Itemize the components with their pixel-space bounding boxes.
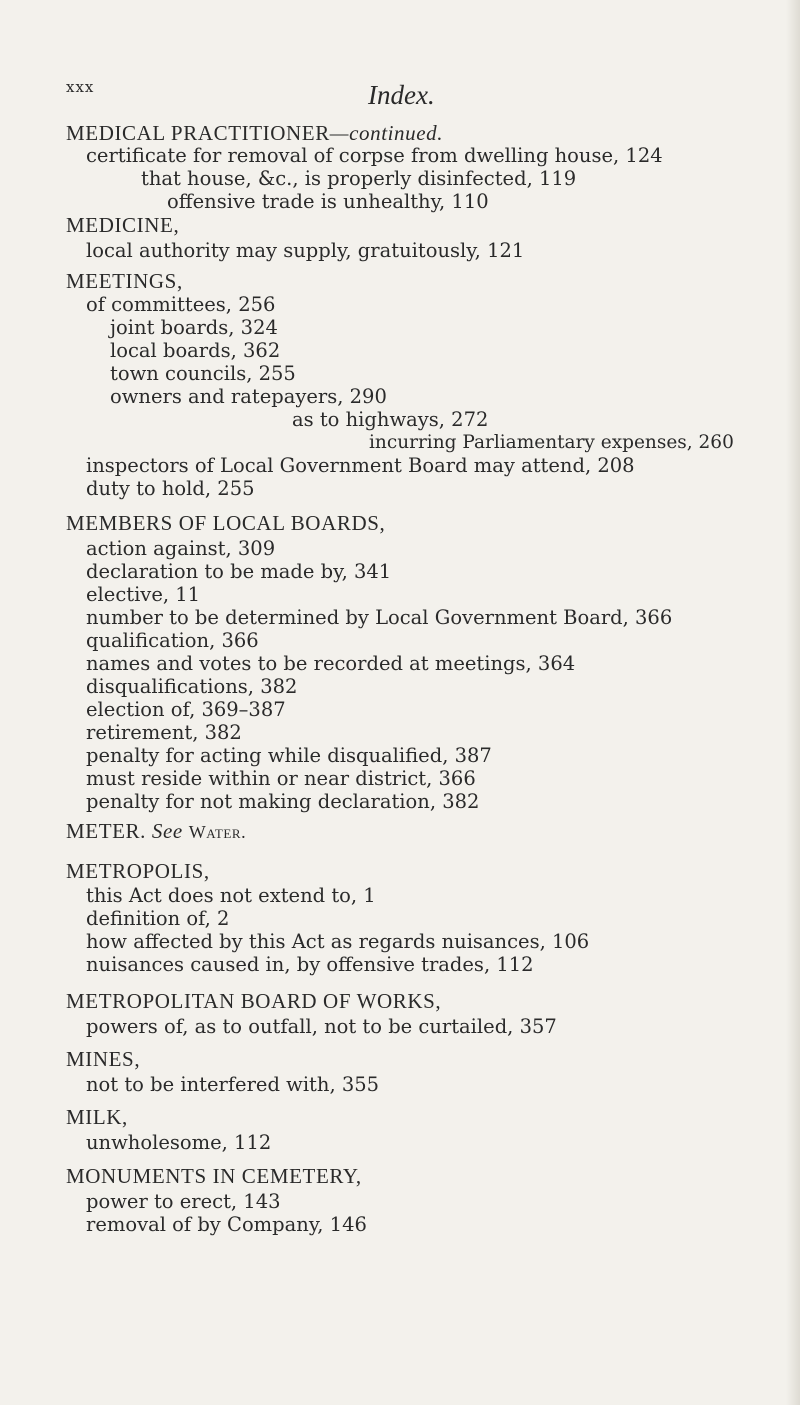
entry-heading: MINES, — [66, 1047, 141, 1071]
index-line: local boards, 362 — [110, 339, 281, 362]
index-line: unwholesome, 112 — [86, 1131, 272, 1154]
index-line: owners and ratepayers, 290 — [110, 385, 387, 408]
index-line: inspectors of Local Government Board may attend, 208 — [86, 454, 635, 477]
index-line: of committees, 256 — [86, 293, 276, 316]
index-line: town councils, 255 — [110, 362, 296, 385]
entry-heading: MEDICAL PRACTITIONER—continued. — [66, 121, 444, 145]
index-line: action against, 309 — [86, 537, 276, 560]
entry-heading: MEDICINE, — [66, 213, 180, 237]
index-line: penalty for not making declaration, 382 — [86, 790, 480, 813]
index-line: election of, 369–387 — [86, 698, 286, 721]
index-line: declaration to be made by, 341 — [86, 560, 392, 583]
see-target: Water. — [188, 822, 247, 842]
index-line: duty to hold, 255 — [86, 477, 255, 500]
index-line: this Act does not extend to, 1 — [86, 884, 376, 907]
see-reference: See — [151, 819, 183, 843]
index-line: that house, &c., is properly disinfected, 119 — [141, 167, 577, 190]
page-edge-shadow — [786, 0, 800, 1405]
index-line: nuisances caused in, by offensive trades, 112 — [86, 953, 534, 976]
entry-heading: MEETINGS, — [66, 269, 183, 293]
index-line: elective, 11 — [86, 583, 201, 606]
entry-heading: METROPOLITAN BOARD OF WORKS, — [66, 989, 442, 1013]
index-line: how affected by this Act as regards nuisances, 106 — [86, 930, 590, 953]
index-line: power to erect, 143 — [86, 1190, 281, 1213]
page-title: Index. — [368, 80, 435, 110]
entry-heading: MEMBERS OF LOCAL BOARDS, — [66, 511, 386, 535]
entry-heading: MILK, — [66, 1105, 128, 1129]
index-line: definition of, 2 — [86, 907, 230, 930]
page-number: xxx — [66, 78, 95, 96]
running-header — [0, 78, 800, 118]
index-line: retirement, 382 — [86, 721, 242, 744]
index-line: local authority may supply, gratuitously, 121 — [86, 239, 525, 262]
entry-heading: METROPOLIS, — [66, 859, 210, 883]
index-line: qualification, 366 — [86, 629, 259, 652]
index-line: as to highways, 272 — [292, 408, 489, 431]
index-line: disqualifications, 382 — [86, 675, 298, 698]
entry-heading: METER. See Water. — [66, 819, 247, 843]
index-line: offensive trade is unhealthy, 110 — [167, 190, 489, 213]
index-line: incurring Parliamentary expenses, 260 — [369, 432, 734, 453]
index-line: powers of, as to outfall, not to be curtailed, 357 — [86, 1015, 557, 1038]
index-line: names and votes to be recorded at meetings, 364 — [86, 652, 576, 675]
index-line: certificate for removal of corpse from dwelling house, 124 — [86, 144, 663, 167]
index-line: must reside within or near district, 366 — [86, 767, 476, 790]
index-line: number to be determined by Local Government Board, 366 — [86, 606, 673, 629]
index-line: not to be interfered with, 355 — [86, 1073, 380, 1096]
entry-heading: MONUMENTS IN CEMETERY, — [66, 1164, 362, 1188]
index-line: joint boards, 324 — [110, 316, 278, 339]
index-line: removal of by Company, 146 — [86, 1213, 367, 1236]
index-line: penalty for acting while disqualified, 387 — [86, 744, 492, 767]
